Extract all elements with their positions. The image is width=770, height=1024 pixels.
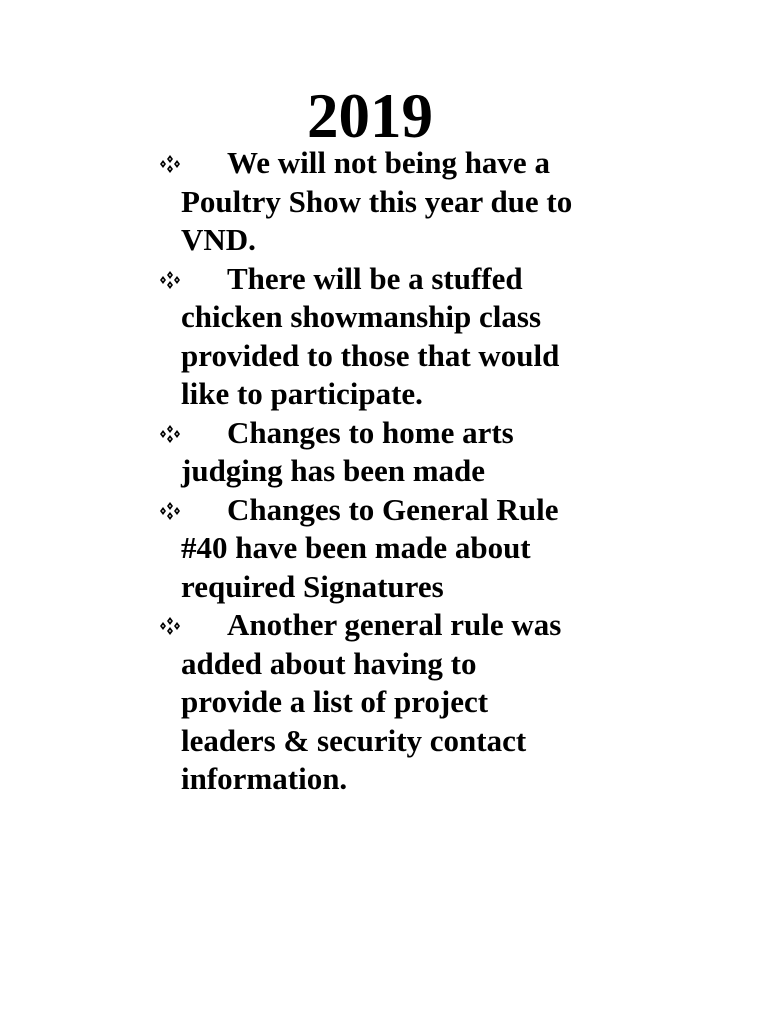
list-item-text: Changes to home arts judging has been made	[181, 414, 514, 488]
list-item-text: Another general rule was added about having to provide a list of project leaders & security contact information.	[181, 607, 562, 796]
list-item	[158, 414, 618, 491]
list-item-text: There will be a stuffed chicken showmanship class provided to those that would like to participate.	[181, 260, 560, 411]
four-diamond-bullet-icon	[158, 425, 182, 443]
list-item-text: We will not being have a Poultry Show this year due to VND.	[181, 145, 573, 257]
page-title: 2019	[307, 81, 433, 151]
list-item-text: Changes to General Rule #40 have been made about required Signatures	[181, 491, 559, 604]
four-diamond-bullet-icon	[158, 271, 182, 289]
four-diamond-bullet-icon	[158, 617, 182, 635]
list-item	[158, 606, 618, 799]
bullet-list	[158, 144, 618, 799]
list-item	[158, 144, 618, 260]
four-diamond-bullet-icon	[158, 502, 182, 520]
four-diamond-bullet-icon	[158, 155, 182, 173]
list-item	[158, 491, 618, 607]
list-item	[158, 260, 618, 414]
